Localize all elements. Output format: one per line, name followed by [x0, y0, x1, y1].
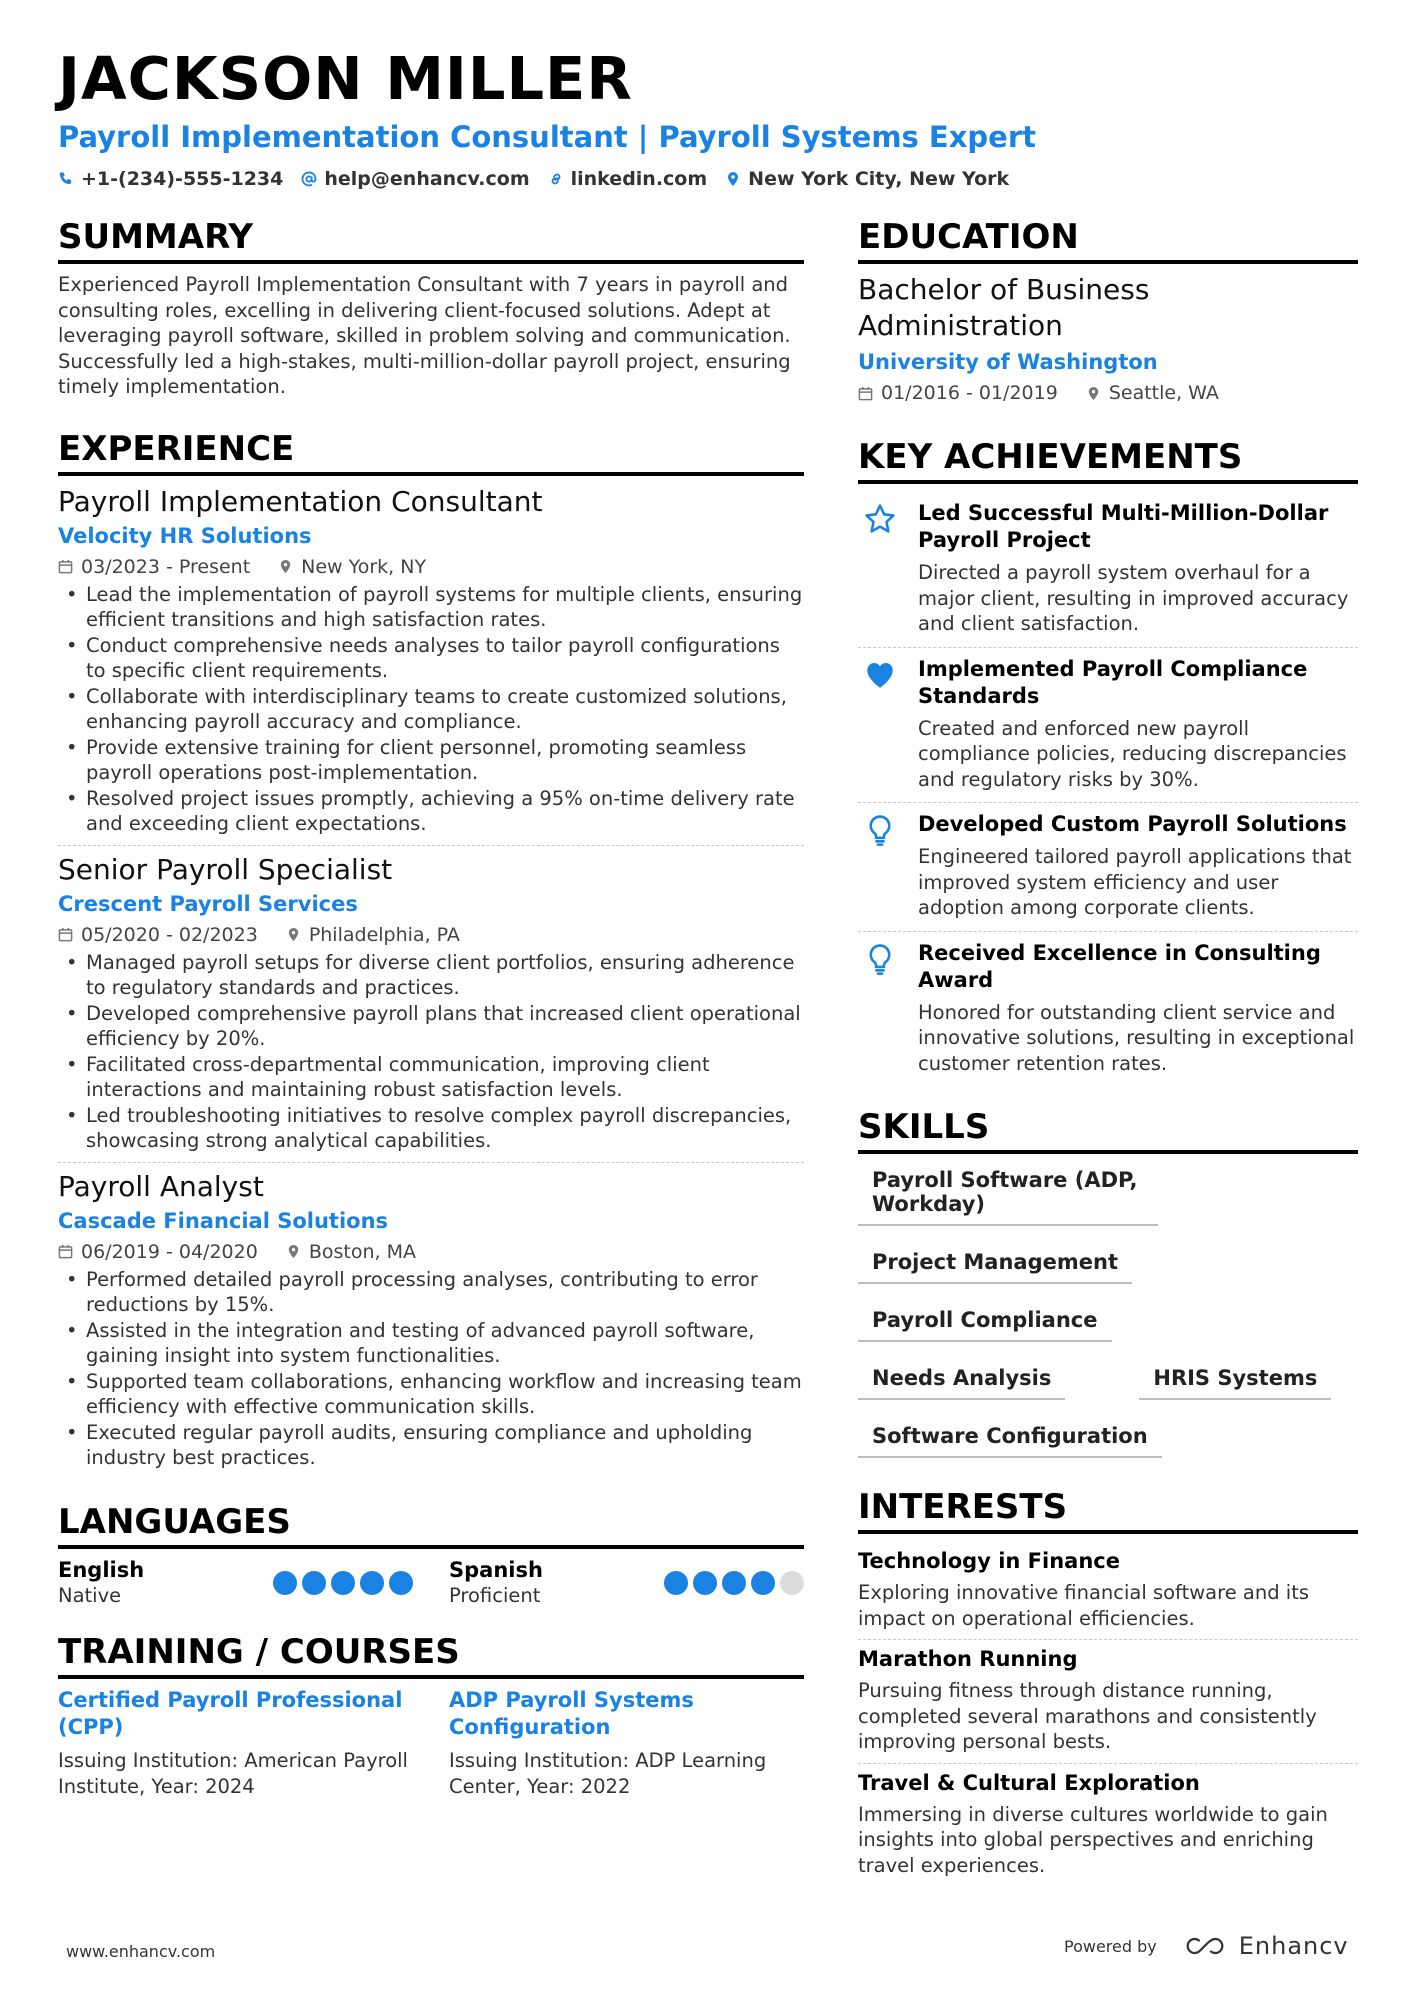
- language-level: Native: [58, 1583, 122, 1607]
- calendar-icon: [858, 386, 873, 401]
- achievement-desc: Created and enforced new payroll compliance policies, reducing discrepancies and regulatory risks by 30%.: [918, 716, 1347, 791]
- company-name: Velocity HR Solutions: [58, 523, 312, 548]
- course-entry: [58, 1687, 413, 1800]
- skill-tag: Payroll Compliance: [858, 1302, 1112, 1342]
- bullet-item: • Developed comprehensive payroll plans that increased client operational efficiency by 20%.: [58, 1001, 804, 1052]
- interest-title: Travel & Cultural Exploration: [858, 1770, 1200, 1795]
- experience-entry: [58, 1162, 804, 1479]
- footer-website[interactable]: www.enhancv.com: [66, 1942, 216, 1961]
- education-dates: 01/2016 - 01/2019: [881, 382, 1058, 404]
- contact-linkedin-text: linkedin.com: [570, 168, 708, 190]
- experience-section: [58, 428, 804, 1479]
- rating-dot-filled: [693, 1571, 717, 1595]
- location-icon: [286, 927, 301, 942]
- achievement-title: Implemented Payroll Compliance Standards: [918, 656, 1308, 708]
- contact-phone[interactable]: [58, 168, 283, 190]
- language-name: English: [58, 1557, 145, 1582]
- summary-text: Experienced Payroll Implementation Consultant with 7 years in payroll and consulting roles, excelling in delivering client-focused solutions. Adept at leveraging payroll software, skilled in problem solving and communication. Successfully led a high-stakes, multi-million-dollar payroll project, ensuring timely implementation.: [58, 273, 791, 398]
- job-meta: [58, 554, 804, 580]
- skills-heading: SKILLS: [858, 1106, 1358, 1154]
- languages-section: [58, 1501, 804, 1609]
- location-icon: [1086, 386, 1101, 401]
- achievement-title: Received Excellence in Consulting Award: [918, 940, 1321, 992]
- interests-heading: INTERESTS: [858, 1486, 1358, 1534]
- achievement-entry: [858, 492, 1358, 647]
- achievement-desc: Directed a payroll system overhaul for a major client, resulting in improved accuracy and client satisfaction.: [918, 561, 1349, 635]
- job-bullets: [58, 1267, 804, 1471]
- skill-tag: HRIS Systems: [1139, 1360, 1331, 1400]
- company-name: Cascade Financial Solutions: [58, 1208, 389, 1233]
- bullet-item: • Lead the implementation of payroll systems for multiple clients, ensuring efficient transitions and high satisfaction rates.: [58, 582, 804, 633]
- training-heading: TRAINING / COURSES: [58, 1631, 804, 1679]
- contact-phone-text: +1-(234)-555-1234: [81, 168, 284, 190]
- experience-entry: [58, 845, 804, 1162]
- contact-location-text: New York City, New York: [748, 168, 1010, 190]
- company-name: Crescent Payroll Services: [58, 891, 358, 916]
- interest-desc: Exploring innovative financial software and its impact on operational efficiencies.: [858, 1581, 1310, 1630]
- powered-by-label: Powered by: [1064, 1936, 1157, 1956]
- course-title: ADP Payroll Systems Configuration: [449, 1687, 694, 1739]
- left-column: [58, 216, 804, 1800]
- achievements-section: [858, 436, 1358, 1086]
- bullet-item: • Assisted in the integration and testing of advanced payroll software, gaining insight into system functionalities.: [58, 1318, 804, 1369]
- interest-entry: [858, 1763, 1358, 1887]
- achievement-desc: Engineered tailored payroll applications that improved system efficiency and user adoption among corporate clients.: [918, 845, 1352, 919]
- skill-tag: Payroll Software (ADP, Workday): [858, 1162, 1158, 1226]
- contact-email[interactable]: [301, 168, 529, 190]
- footer-branding: [1064, 1932, 1349, 1960]
- job-location: New York, NY: [301, 555, 427, 578]
- job-meta: [58, 922, 804, 948]
- achievements-heading: KEY ACHIEVEMENTS: [858, 436, 1358, 484]
- school-name: University of Washington: [858, 350, 1158, 374]
- calendar-icon: [58, 559, 73, 574]
- enhancv-logo-icon: [1185, 1935, 1229, 1957]
- job-dates: 06/2019 - 04/2020: [81, 1240, 258, 1263]
- achievement-desc: Honored for outstanding client service and innovative solutions, resulting in exceptional customer retention rates.: [918, 1000, 1355, 1075]
- bullet-item: • Executed regular payroll audits, ensuring compliance and upholding industry best practices.: [58, 1420, 804, 1471]
- job-location: Philadelphia, PA: [308, 923, 460, 946]
- achievement-title: Developed Custom Payroll Solutions: [918, 812, 1347, 836]
- interest-entry: [858, 1542, 1358, 1639]
- interest-desc: Immersing in diverse cultures worldwide to gain insights into global perspectives and enriching travel experiences.: [858, 1802, 1328, 1877]
- link-icon: [548, 171, 564, 187]
- location-icon: [286, 1244, 301, 1259]
- rating-dot-filled: [360, 1571, 384, 1595]
- course-entry: [449, 1687, 804, 1800]
- education-location: Seattle, WA: [1108, 382, 1219, 404]
- language-entry: [58, 1557, 413, 1609]
- right-column: [858, 216, 1358, 1886]
- language-level: Proficient: [449, 1583, 541, 1607]
- candidate-name: JACKSON MILLER: [58, 44, 633, 113]
- calendar-icon: [58, 927, 73, 942]
- bullet-item: • Led troubleshooting initiatives to resolve complex payroll discrepancies, showcasing strong analytical capabilities.: [58, 1103, 804, 1154]
- skill-tag: Software Configuration: [858, 1418, 1162, 1458]
- job-title: Payroll Implementation Consultant: [58, 484, 543, 518]
- brand-name: Enhancv: [1238, 1932, 1349, 1960]
- bullet-item: • Supported team collaborations, enhancing workflow and increasing team efficiency with effective communication skills.: [58, 1369, 804, 1420]
- rating-dot-filled: [302, 1571, 326, 1595]
- course-desc: Issuing Institution: American Payroll Institute, Year: 2024: [58, 1748, 408, 1798]
- bullet-item: • Provide extensive training for client personnel, promoting seamless payroll operations post-implementation.: [58, 735, 804, 786]
- contact-linkedin[interactable]: [548, 168, 708, 190]
- interest-title: Marathon Running: [858, 1647, 1078, 1671]
- rating-dot-filled: [722, 1571, 746, 1595]
- lightbulb-icon: [863, 942, 897, 976]
- job-title: Senior Payroll Specialist: [58, 852, 393, 886]
- job-bullets: [58, 950, 804, 1154]
- course-desc: Issuing Institution: ADP Learning Center, Year: 2022: [449, 1748, 767, 1798]
- language-rating: [664, 1571, 804, 1595]
- rating-dot-filled: [664, 1571, 688, 1595]
- training-section: [58, 1631, 804, 1800]
- phone-icon: [58, 171, 74, 187]
- resume-header: [58, 44, 1358, 190]
- course-title: Certified Payroll Professional (CPP): [58, 1687, 403, 1739]
- job-title: Payroll Analyst: [58, 1169, 264, 1203]
- skill-tag: Needs Analysis: [858, 1360, 1065, 1400]
- achievement-entry: [858, 802, 1358, 931]
- location-icon: [278, 559, 293, 574]
- heart-icon: [863, 658, 897, 692]
- interest-title: Technology in Finance: [858, 1549, 1120, 1573]
- bullet-item: • Facilitated cross-departmental communication, improving client interactions and maintaining robust satisfaction levels.: [58, 1052, 804, 1103]
- location-icon: [725, 171, 741, 187]
- lightbulb-icon: [863, 813, 897, 847]
- language-rating: [273, 1571, 413, 1595]
- language-entry: [449, 1557, 804, 1609]
- contact-bar: [58, 168, 1358, 190]
- rating-dot-filled: [751, 1571, 775, 1595]
- interests-section: [858, 1486, 1358, 1886]
- contact-email-text: help@enhancv.com: [324, 168, 530, 190]
- bullet-item: • Performed detailed payroll processing analyses, contributing to error reductions by 15%.: [58, 1267, 804, 1318]
- job-meta: [58, 1239, 804, 1265]
- interest-desc: Pursuing fitness through distance running, completed several marathons and consistently improving personal bests.: [858, 1679, 1317, 1753]
- education-section: [858, 216, 1358, 406]
- education-meta: [858, 380, 1358, 406]
- bullet-item: • Collaborate with interdisciplinary teams to create customized solutions, enhancing payroll accuracy and compliance.: [58, 684, 804, 735]
- star-icon: [863, 502, 897, 536]
- bullet-item: • Managed payroll setups for diverse client portfolios, ensuring adherence to regulatory standards and practices.: [58, 950, 804, 1001]
- rating-dot-empty: [780, 1571, 804, 1595]
- job-dates: 03/2023 - Present: [81, 555, 251, 578]
- skills-section: [858, 1106, 1358, 1458]
- job-location: Boston, MA: [308, 1240, 416, 1263]
- job-bullets: [58, 582, 804, 837]
- skill-tag: Project Management: [858, 1244, 1132, 1284]
- candidate-headline: Payroll Implementation Consultant | Payroll Systems Expert: [58, 120, 1037, 154]
- achievement-entry: [858, 931, 1358, 1087]
- achievement-title: Led Successful Multi-Million-Dollar Payroll Project: [918, 501, 1329, 552]
- rating-dot-filled: [273, 1571, 297, 1595]
- languages-heading: LANGUAGES: [58, 1501, 804, 1549]
- calendar-icon: [58, 1244, 73, 1259]
- education-heading: EDUCATION: [858, 216, 1358, 264]
- summary-heading: SUMMARY: [58, 216, 804, 264]
- rating-dot-filled: [389, 1571, 413, 1595]
- bullet-item: • Conduct comprehensive needs analyses to tailor payroll configurations to specific client requirements.: [58, 633, 804, 684]
- language-name: Spanish: [449, 1557, 543, 1582]
- degree: Bachelor of Business Administration: [858, 273, 1150, 342]
- bullet-item: • Resolved project issues promptly, achieving a 95% on-time delivery rate and exceeding client expectations.: [58, 786, 804, 837]
- interest-entry: [858, 1639, 1358, 1763]
- experience-entry: [58, 484, 804, 845]
- contact-location: [725, 168, 1009, 190]
- enhancv-logo[interactable]: [1185, 1932, 1349, 1960]
- achievement-entry: [858, 647, 1358, 803]
- at-icon: [301, 171, 317, 187]
- job-dates: 05/2020 - 02/2023: [81, 923, 258, 946]
- rating-dot-filled: [331, 1571, 355, 1595]
- experience-heading: EXPERIENCE: [58, 428, 804, 476]
- summary-section: [58, 216, 804, 400]
